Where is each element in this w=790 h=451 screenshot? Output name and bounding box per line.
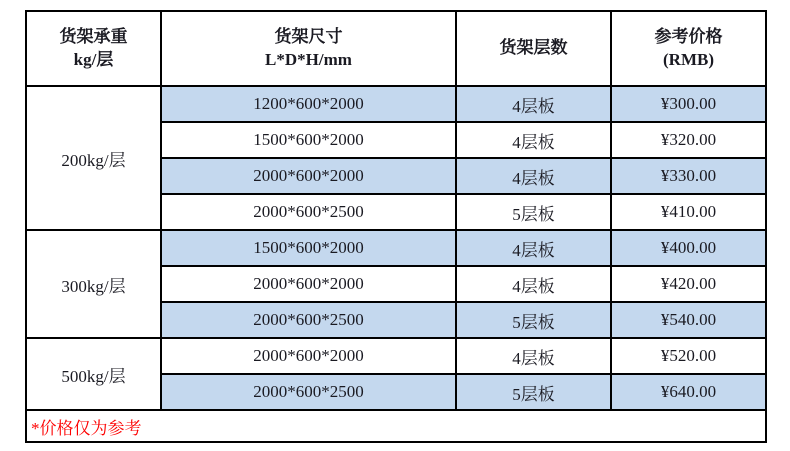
- size-cell: 1200*600*2000: [161, 86, 456, 122]
- layers-cell: 4层板: [456, 230, 611, 266]
- price-cell: ¥540.00: [611, 302, 766, 338]
- size-cell: 2000*600*2500: [161, 194, 456, 230]
- table-row: [26, 230, 766, 266]
- load-cell-300kg: 300kg/层: [26, 230, 161, 338]
- price-cell: ¥520.00: [611, 338, 766, 374]
- layers-cell: 5层板: [456, 302, 611, 338]
- price-cell: ¥400.00: [611, 230, 766, 266]
- price-cell: ¥420.00: [611, 266, 766, 302]
- price-disclaimer-note: *价格仅为参考: [26, 410, 766, 442]
- header-price-line1: 参考价格: [654, 26, 723, 46]
- footnote-row: [26, 410, 766, 442]
- header-load-line1: 货架承重: [59, 26, 128, 46]
- price-cell: ¥330.00: [611, 158, 766, 194]
- load-cell-500kg: 500kg/层: [26, 338, 161, 410]
- load-cell-200kg: 200kg/层: [26, 86, 161, 230]
- header-load-cell: [26, 11, 161, 86]
- layers-cell: 4层板: [456, 266, 611, 302]
- size-cell: 2000*600*2500: [161, 302, 456, 338]
- table-row: [26, 86, 766, 122]
- size-cell: 1500*600*2000: [161, 122, 456, 158]
- header-layers-cell: [456, 11, 611, 86]
- layers-cell: 4层板: [456, 122, 611, 158]
- header-size-cell: [161, 11, 456, 86]
- price-cell: ¥640.00: [611, 374, 766, 410]
- header-load-line2: kg/层: [73, 49, 114, 69]
- header-size-line2: L*D*H/mm: [265, 49, 352, 69]
- layers-cell: 4层板: [456, 158, 611, 194]
- layers-cell: 4层板: [456, 86, 611, 122]
- header-price-cell: [611, 11, 766, 86]
- header-row: [26, 11, 766, 86]
- layers-cell: 4层板: [456, 338, 611, 374]
- price-cell: ¥320.00: [611, 122, 766, 158]
- size-cell: 2000*600*2500: [161, 374, 456, 410]
- table-row: [26, 338, 766, 374]
- price-cell: ¥300.00: [611, 86, 766, 122]
- size-cell: 2000*600*2000: [161, 266, 456, 302]
- header-size-line1: 货架尺寸: [274, 26, 343, 46]
- size-cell: 1500*600*2000: [161, 230, 456, 266]
- header-price-line2: (RMB): [663, 49, 714, 69]
- size-cell: 2000*600*2000: [161, 158, 456, 194]
- header-layers-line1: 货架层数: [499, 38, 568, 58]
- layers-cell: 5层板: [456, 194, 611, 230]
- shelf-price-table: [25, 10, 767, 443]
- layers-cell: 5层板: [456, 374, 611, 410]
- size-cell: 2000*600*2000: [161, 338, 456, 374]
- price-cell: ¥410.00: [611, 194, 766, 230]
